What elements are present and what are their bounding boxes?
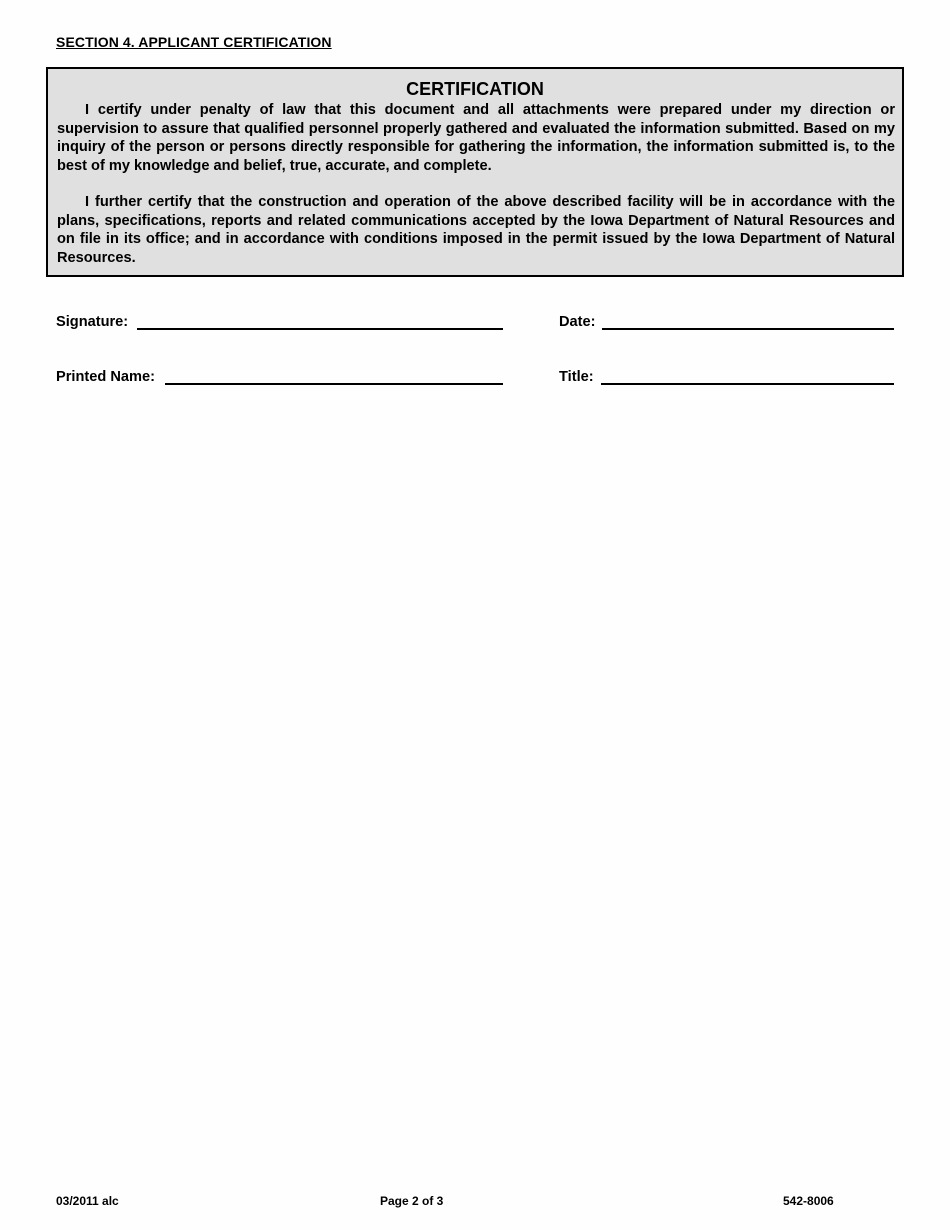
- signature-line[interactable]: [137, 328, 503, 330]
- date-label: Date:: [559, 314, 596, 330]
- title-label: Title:: [559, 369, 594, 385]
- title-line[interactable]: [601, 383, 894, 385]
- footer-form-number: 542-8006: [783, 1194, 834, 1208]
- certification-title: CERTIFICATION: [406, 79, 544, 99]
- footer-page-number: Page 2 of 3: [380, 1194, 444, 1208]
- section-heading: SECTION 4. APPLICANT CERTIFICATION: [56, 34, 332, 50]
- certification-paragraph-2: I further certify that the construction and operation of the above described facility will be in accordance with the plans, specifications, reports and related communications accepted by the Iowa Department of Natural Resources and on file in its office; and in accordance with conditions imposed in the permit issued by the Iowa Department of Natural Resources.: [57, 194, 895, 266]
- certification-box: [46, 67, 904, 277]
- date-line[interactable]: [602, 328, 894, 330]
- footer-revision: 03/2011 alc: [56, 1194, 119, 1208]
- printed-name-line[interactable]: [165, 383, 503, 385]
- certification-paragraph-1: I certify under penalty of law that this document and all attachments were prepared under my direction or supervision to assure that qualified personnel properly gathered and evaluated the information submitted. Based on my inquiry of the person or persons directly responsible for gathering the information, the information submitted is, to the best of my knowledge and belief, true, accurate, and complete.: [57, 102, 895, 174]
- signature-label: Signature:: [56, 314, 129, 330]
- printed-name-label: Printed Name:: [56, 369, 155, 385]
